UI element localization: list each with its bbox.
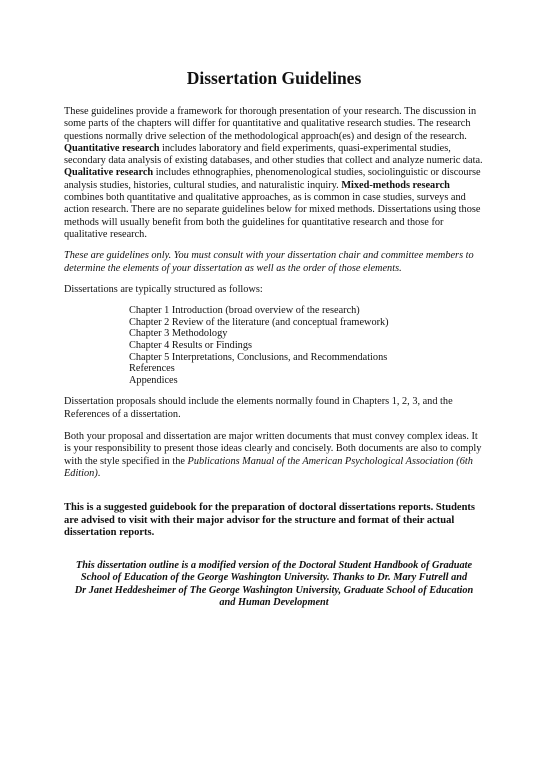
communication-end: . [97,467,101,479]
chapter-item: Chapter 2 Review of the literature (and conceptual framework) [129,316,389,328]
chapter-item: Chapter 1 Introduction (broad overview of the research) [129,305,360,317]
proposal-paragraph: Dissertation proposals should include the elements normally found in Chapters 1, 2, 3, and the References of a dissertation. [64,396,453,420]
guidelines-note: These are guidelines only. You must consult with your dissertation chair and committee members to determine the elements of your dissertation as well as the order of those elements. [64,250,474,274]
chapter-item: References [129,363,175,375]
communication-paragraph [64,431,484,480]
quantitative-text: includes laboratory and field experiments, quasi-experimental studies, secondary data analysis of existing databases, and other studies that collect and analyze numeric data. [64,142,483,167]
mixed-methods-term: Mixed-methods research [341,179,450,191]
structure-lead: Dissertations are typically structured as follows: [64,283,263,295]
qualitative-term: Qualitative research [64,167,154,179]
chapter-item: Appendices [129,374,178,386]
intro-paragraph [64,106,484,241]
intro-text: These guidelines provide a framework for thorough presentation of your research. The discussion in some parts of the chapters will differ for quantitative and qualitative research studies. The research questions normally drive selection of the methodological approach(es) and design of the research. [64,106,477,142]
quantitative-term: Quantitative research [64,142,160,154]
chapter-list [64,305,484,386]
chapter-item: Chapter 3 Methodology [129,328,228,340]
chapter-item: Chapter 4 Results or Findings [129,339,252,351]
mixed-methods-text: combines both quantitative and qualitative approaches, as is common in case studies, surveys and action research. There are no separate guidelines below for mixed methods. Dissertations using those methods will usually benefit from both the guidelines for quantitative research and those for qualitative research. [64,192,481,240]
credit-paragraph: This dissertation outline is a modified version of the Doctoral Student Handbook of Graduate School of Education of the George Washington University. Thanks to Dr. Mary Futrell and Dr Janet Heddesheimer of The George Washington University, Graduate School of Education and Human Development [74,559,474,609]
suggestion-paragraph: This is a suggested guidebook for the preparation of doctoral dissertations reports. Students are advised to visit with their major advisor for the structure and format of their actual dissertation reports. [64,502,475,539]
qualitative-text: includes ethnographies, phenomenological studies, sociolinguistic or discourse analysis studies, histories, cultural studies, and naturalistic inquiry. [64,167,481,191]
chapter-item: Chapter 5 Interpretations, Conclusions, and Recommendations [129,351,388,363]
apa-manual-reference: Publications Manual of the American Psychological Association (6th Edition) [64,455,473,479]
document-title: Dissertation Guidelines [186,68,362,88]
communication-text: Both your proposal and dissertation are major written documents that must convey complex ideas. It is your responsibility to present those ideas clearly and concisely. Both documents are also to comply with the style specified in the [64,430,482,467]
